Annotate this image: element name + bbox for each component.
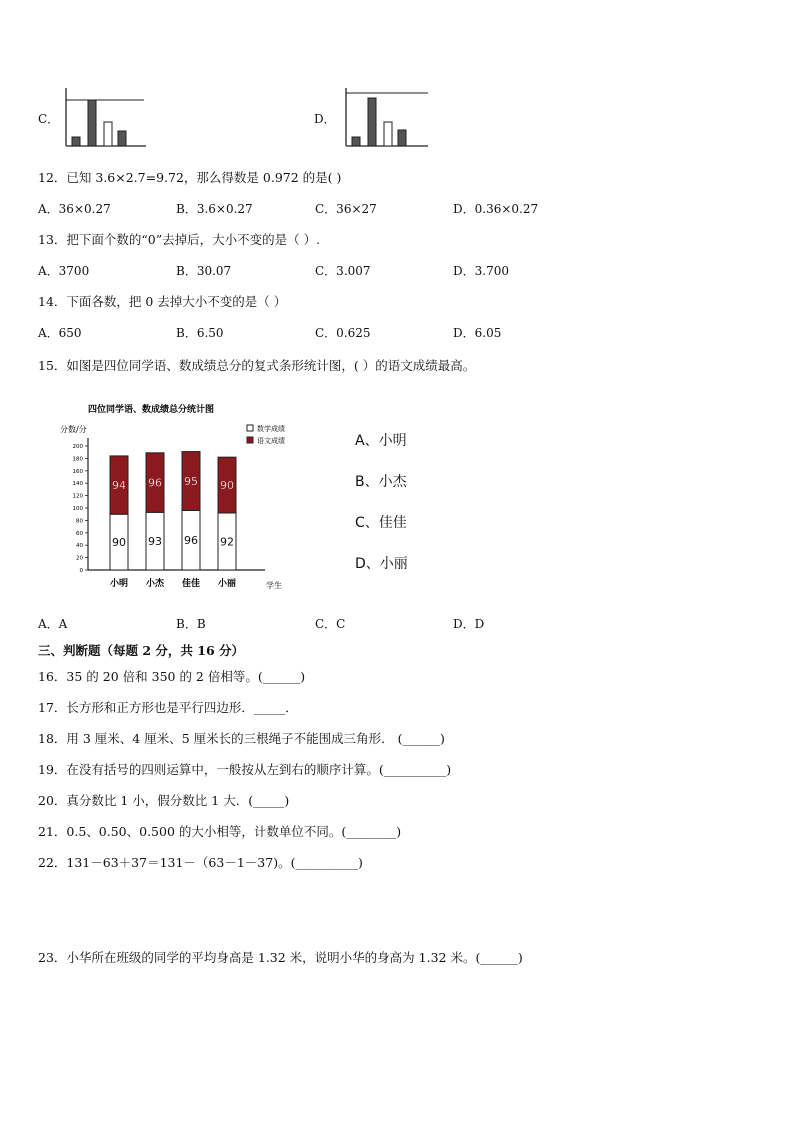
- bar-math-value: 96: [184, 534, 198, 548]
- category-label: 小杰: [145, 579, 165, 589]
- bar-chinese-value: 95: [184, 475, 198, 489]
- q21-text: 21．0.5、0.50、0.500 的大小相等，计数单位不同。(________): [38, 824, 402, 839]
- y-tick-label: 140: [72, 481, 83, 488]
- q14-option-c[interactable]: C．0.625: [315, 326, 371, 340]
- q15-choice-a[interactable]: A、小明: [355, 433, 407, 449]
- y-tick-label: 180: [72, 456, 83, 463]
- q13-text: 13．把下面个数的“0”去掉后，大小不变的是（ ）.: [38, 232, 321, 247]
- q12-option-d[interactable]: D．0.36×0.27: [453, 202, 539, 216]
- bar-math-value: 93: [148, 535, 162, 549]
- q13-option-a[interactable]: A．3700: [38, 264, 90, 278]
- q12-option-a[interactable]: A．36×0.27: [38, 202, 111, 216]
- section-3-title: 三、判断题（每题 2 分，共 16 分）: [38, 643, 245, 658]
- q14-text: 14．下面各数，把 0 去掉大小不变的是（ ）: [38, 294, 287, 309]
- bar-chinese-value: 96: [148, 476, 162, 490]
- q15-choice-b[interactable]: B、小杰: [355, 474, 407, 490]
- y-tick-label: 80: [76, 518, 83, 525]
- q14-option-d[interactable]: D．6.05: [453, 326, 502, 340]
- chart-ylabel: 分数/分: [60, 425, 87, 434]
- legend-chinese-swatch: [247, 437, 253, 443]
- q20-text: 20．真分数比 1 小，假分数比 1 大．(_____): [38, 793, 290, 808]
- q13-option-d[interactable]: D．3.700: [453, 264, 509, 278]
- q18-text: 18．用 3 厘米、4 厘米、5 厘米长的三根绳子不能围成三角形． (______): [38, 731, 445, 746]
- q23-text: 23．小华所在班级的同学的平均身高是 1.32 米，说明小华的身高为 1.32 米。(______): [38, 950, 523, 965]
- q15-choice-d[interactable]: D、小丽: [355, 556, 408, 572]
- q15-option-d[interactable]: D．D: [453, 617, 485, 631]
- q11-option-d-label[interactable]: D．: [314, 112, 336, 126]
- q15-option-c[interactable]: C．C: [315, 617, 346, 631]
- chart-xlabel: 学生: [266, 581, 282, 590]
- q15-choice-c[interactable]: C、佳佳: [355, 515, 407, 531]
- q14-option-b[interactable]: B．6.50: [176, 326, 224, 340]
- legend-math-label: 数学成绩: [257, 425, 285, 433]
- y-tick-label: 100: [72, 506, 83, 512]
- q15-text: 15．如图是四位同学语、数成绩总分的复式条形统计图，( ）的语文成绩最高。: [38, 358, 476, 373]
- q19-text: 19．在没有括号的四则运算中，一般按从左到右的顺序计算。(__________): [38, 762, 452, 777]
- q15-option-a[interactable]: A．A: [38, 617, 68, 631]
- q11-option-c-label[interactable]: C．: [38, 112, 60, 126]
- y-tick-label: 20: [76, 555, 83, 562]
- y-tick-label: 160: [72, 468, 83, 475]
- category-label: 小明: [109, 579, 129, 589]
- category-label: 小丽: [217, 579, 237, 589]
- q17-text: 17．长方形和正方形也是平行四边形．_____．: [38, 700, 298, 715]
- q13-option-c[interactable]: C．3.007: [315, 264, 371, 278]
- chart-legend: [247, 424, 285, 445]
- q11-option-c-chart: [62, 86, 146, 148]
- y-tick-label: 200: [72, 444, 83, 450]
- chart-bars: [110, 452, 236, 589]
- bar-math-value: 90: [112, 536, 126, 550]
- y-tick-label: 0: [79, 568, 83, 574]
- y-tick-label: 60: [76, 530, 83, 537]
- q12-option-b[interactable]: B．3.6×0.27: [176, 202, 253, 216]
- q15-chart: [60, 398, 300, 602]
- q12-text: 12．已知 3.6×2.7=9.72，那么得数是 0.972 的是( ): [38, 170, 342, 185]
- bar-chinese-value: 94: [112, 479, 126, 493]
- q22-text: 22．131－63＋37＝131－（63－1－37)。(__________): [38, 855, 363, 870]
- q13-option-b[interactable]: B．30.07: [176, 264, 232, 278]
- bar-chinese-value: 90: [220, 479, 234, 493]
- legend-chinese-label: 语文成绩: [257, 437, 285, 445]
- q14-option-a[interactable]: A．650: [38, 326, 82, 340]
- q15-option-b[interactable]: B．B: [176, 617, 206, 631]
- q16-text: 16．35 的 20 倍和 350 的 2 倍相等。(______): [38, 669, 306, 684]
- chart-title: 四位同学语、数成绩总分统计图: [88, 405, 215, 415]
- q12-option-c[interactable]: C．36×27: [315, 202, 377, 216]
- bar-math-value: 92: [220, 535, 234, 549]
- y-tick-label: 120: [72, 493, 83, 500]
- y-tick-label: 40: [76, 543, 83, 550]
- q11-option-d-chart: [342, 86, 430, 148]
- category-label: 佳佳: [181, 579, 201, 589]
- legend-math-swatch: [247, 425, 253, 431]
